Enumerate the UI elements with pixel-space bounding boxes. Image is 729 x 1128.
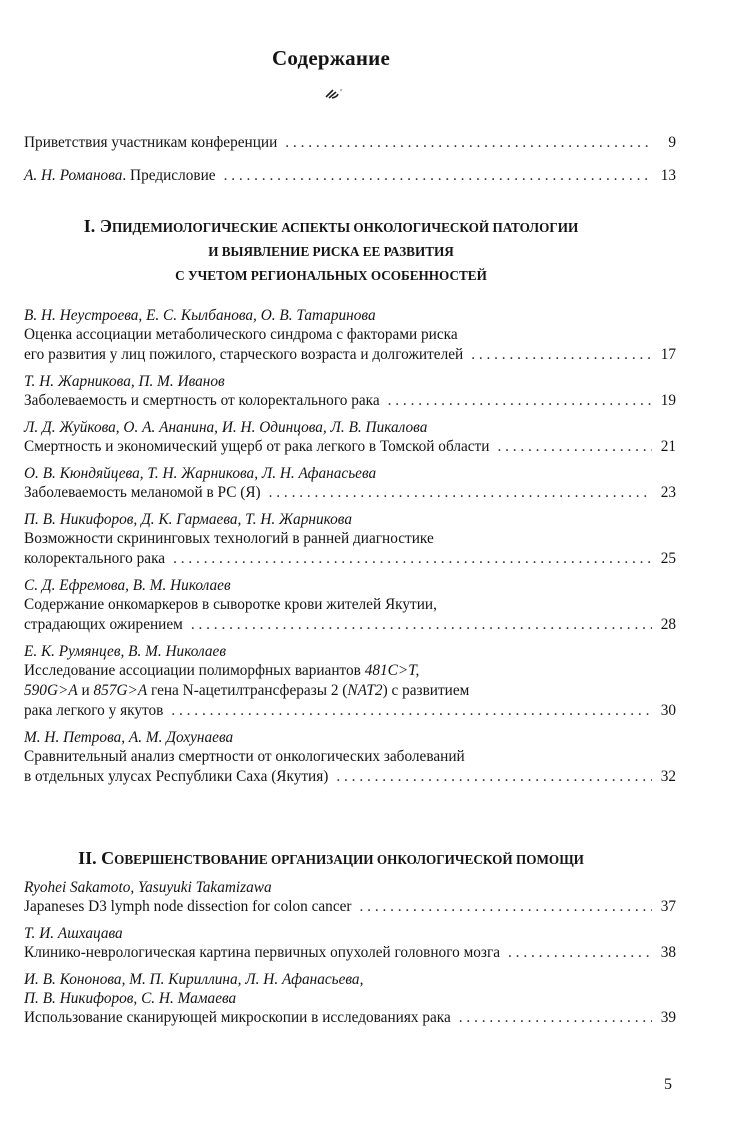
page-ref: 21: [660, 438, 676, 455]
page-ref: 13: [660, 167, 676, 184]
page-ref: 17: [660, 346, 676, 363]
entry-title: рака легкого у якутов: [24, 702, 164, 719]
page-ref: 37: [660, 898, 676, 915]
page-ref: 23: [660, 484, 676, 501]
toc-entry[interactable]: [24, 372, 676, 411]
front-matter: [24, 133, 676, 186]
page-ref: 39: [660, 1009, 676, 1026]
toc-entry[interactable]: [24, 418, 676, 457]
entry-authors: Т. И. Ашхацава: [24, 925, 123, 942]
entry-authors: Ryohei Sakamoto, Yasuyuki Takamizawa: [24, 879, 272, 896]
page-ref: 25: [660, 550, 676, 567]
leader-dots: [388, 391, 652, 411]
toc-entry-preface[interactable]: А. Н. Романова. Предисловие . . . 13: [24, 166, 676, 186]
entry-title: Смертность и экономический ущерб от рака легкого в Томской области: [24, 438, 490, 455]
page-ref: 9: [668, 134, 676, 151]
leader-dots: [459, 1008, 652, 1028]
entry-title: Оценка ассоциации метаболического синдрома с факторами риска: [24, 326, 458, 343]
leader-dots: [497, 437, 652, 457]
entry-title: Использование сканирующей микроскопии в исследованиях рака: [24, 1009, 451, 1026]
toc-entry[interactable]: [24, 642, 676, 721]
entry-title: 590G>A и 857G>A гена N-ацетилтрансферазы 2 (NAT2) с развитием: [24, 682, 470, 699]
entry-authors: В. Н. Неустроева, Е. С. Кылбанова, О. В. Татаринова: [24, 307, 376, 324]
page-ref: 32: [660, 768, 676, 785]
entry-authors: С. Д. Ефремова, В. М. Николаев: [24, 577, 231, 594]
entry-authors: Т. Н. Жарникова, П. М. Иванов: [24, 373, 225, 390]
entry-authors: О. В. Кюндяйцева, Т. Н. Жарникова, Л. Н. Афанасьева: [24, 465, 377, 482]
page-ref: 28: [660, 616, 676, 633]
entry-title: страдающих ожирением: [24, 616, 183, 633]
page-ref: 19: [660, 392, 676, 409]
leader-dots: [173, 549, 652, 569]
toc-entry[interactable]: [24, 306, 676, 365]
page-title: Содержание: [272, 46, 390, 70]
entry-authors: П. В. Никифоров, С. Н. Мамаева: [24, 990, 237, 1007]
toc-entry-greetings[interactable]: Приветствия участникам конференции . . . 9: [24, 133, 676, 153]
leader-dots: [471, 345, 652, 365]
leader-dots: [269, 483, 652, 503]
toc-entry[interactable]: [24, 728, 676, 787]
entry-title: колоректального рака: [24, 550, 166, 567]
toc-entry[interactable]: [24, 924, 676, 963]
entry-title: Сравнительный анализ смертности от онкологических заболеваний: [24, 748, 465, 765]
toc-entry[interactable]: [24, 878, 676, 917]
toc-entry[interactable]: [24, 464, 676, 503]
entry-author: А. Н. Романова: [24, 167, 123, 184]
leader-dots: [508, 943, 652, 963]
leader-dots: [171, 701, 652, 721]
leader-dots: [360, 897, 652, 917]
entry-authors: Е. К. Румянцев, В. М. Николаев: [24, 643, 226, 660]
entry-authors: Л. Д. Жуйкова, О. А. Ананина, И. Н. Одинцова, Л. В. Пикалова: [24, 419, 428, 436]
leader-dots: [336, 767, 652, 787]
entry-authors: П. В. Никифоров, Д. К. Гармаева, Т. Н. Жарникова: [24, 511, 352, 528]
section-1-entries: [24, 306, 676, 787]
floral-ornament-icon: [323, 86, 347, 100]
entry-authors: М. Н. Петрова, А. М. Дохунаева: [24, 729, 234, 746]
entry-title: Исследование ассоциации полиморфных вариантов 481C>T,: [24, 662, 420, 679]
entry-title: Содержание онкомаркеров в сыворотке крови жителей Якутии,: [24, 596, 437, 613]
entry-title: Japaneses D3 lymph node dissection for colon cancer: [24, 898, 352, 915]
section-1-heading: I. ЭПИДЕМИОЛОГИЧЕСКИЕ АСПЕКТЫ ОНКОЛОГИЧЕСКОЙ ПАТОЛОГИИ И ВЫЯВЛЕНИЕ РИСКА ЕЕ РАЗВИТИЯ С УЧЕТОМ РЕГИОНАЛЬНЫХ ОСОБЕННОСТЕЙ: [83, 216, 579, 283]
entry-title: Клинико-неврологическая картина первичных опухолей головного мозга: [24, 944, 501, 961]
toc-entry[interactable]: [24, 970, 676, 1028]
section-2-entries: [24, 878, 676, 1028]
entry-authors: И. В. Кононова, М. П. Кириллина, Л. Н. Афанасьева,: [24, 971, 364, 988]
toc-entry[interactable]: [24, 510, 676, 569]
toc-entry[interactable]: [24, 576, 676, 635]
entry-title: Возможности скрининговых технологий в ранней диагностике: [24, 530, 434, 547]
page-number: 5: [664, 1076, 672, 1093]
leader-dots: [285, 133, 652, 153]
leader-dots: [191, 615, 652, 635]
entry-title: в отдельных улусах Республики Саха (Якутия): [24, 768, 329, 785]
section-2-heading: II. СОВЕРШЕНСТВОВАНИЕ ОРГАНИЗАЦИИ ОНКОЛОГИЧЕСКОЙ ПОМОЩИ: [78, 848, 584, 868]
leader-dots: [224, 166, 652, 186]
entry-title: Заболеваемость меланомой в РС (Я): [24, 484, 261, 501]
page-ref: 30: [660, 702, 676, 719]
entry-title: Заболеваемость и смертность от колоректального рака: [24, 392, 380, 409]
page-ref: 38: [660, 944, 676, 961]
entry-title: его развития у лиц пожилого, старческого возраста и долгожителей: [24, 346, 464, 363]
